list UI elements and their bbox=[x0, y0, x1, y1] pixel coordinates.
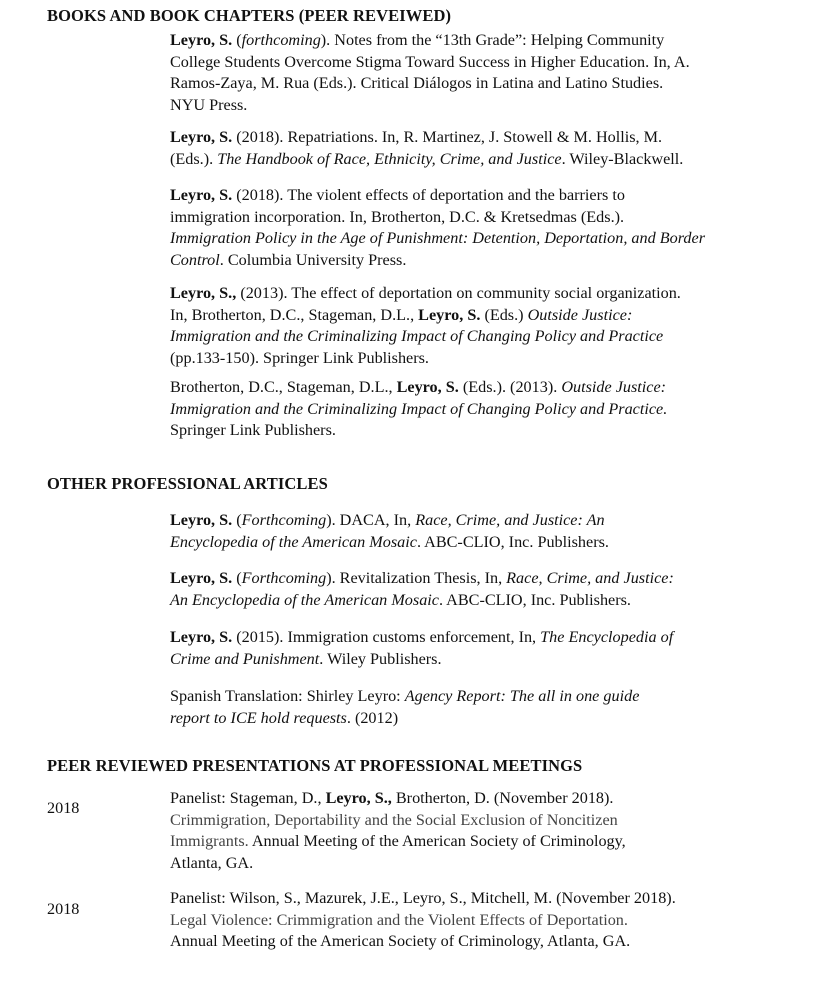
article-entry-4 bbox=[170, 686, 810, 729]
text: Ramos-Zaya, M. Rua (Eds.). Critical Diálogos in Latina and Latino Studies. bbox=[170, 74, 664, 93]
text: (Eds.). (2013). bbox=[458, 378, 562, 396]
text: (2018). Repatriations. In, R. Martinez, J. Stowell & M. Hollis, M. bbox=[232, 128, 663, 146]
title-italic: Immigration and the Criminalizing Impact of Changing Policy and Practice bbox=[170, 327, 664, 346]
book-entry-5 bbox=[170, 377, 810, 442]
presentation-year: 2018 bbox=[47, 900, 80, 918]
text: . Columbia University Press. bbox=[219, 250, 407, 269]
text: ). Revitalization Thesis, In, bbox=[326, 569, 507, 587]
author-name: Leyro, S. bbox=[170, 186, 233, 204]
text: Panelist: Wilson, S., Mazurek, J.E., Leyro, S., Mitchell, M. (November 2018). bbox=[170, 889, 676, 907]
book-entry-1 bbox=[170, 30, 810, 116]
text: (2018). The violent effects of deportation and the barriers to bbox=[232, 186, 625, 204]
article-entry-2 bbox=[170, 568, 810, 611]
title-italic: Outside Justice: bbox=[561, 378, 667, 396]
title-italic: Immigration Policy in the Age of Punishment: Detention, Deportation, and Border bbox=[170, 229, 706, 248]
author-name: Leyro, S., bbox=[170, 284, 237, 302]
status-italic: Forthcoming bbox=[241, 511, 327, 529]
status-italic: forthcoming bbox=[241, 31, 321, 49]
status-italic: Forthcoming bbox=[241, 569, 327, 587]
text: Springer Link Publishers. bbox=[170, 421, 336, 440]
author-name: Leyro, S. bbox=[170, 128, 233, 146]
text: (Eds.) bbox=[480, 305, 528, 324]
text: . Wiley-Blackwell. bbox=[561, 149, 684, 168]
text: Annual Meeting of the American Society of Criminology, bbox=[248, 832, 626, 851]
title-italic: An Encyclopedia of the American Mosaic bbox=[170, 590, 439, 609]
title-italic: Race, Crime, and Justice: An bbox=[415, 511, 605, 529]
text: . ABC-CLIO, Inc. Publishers. bbox=[438, 590, 631, 609]
presentation-title: Legal Violence: Crimmigration and the Violent Effects of Deportation. bbox=[170, 910, 628, 929]
text: (2013). The effect of deportation on community social organization. bbox=[236, 284, 681, 302]
title-italic: Crime and Punishment bbox=[170, 649, 320, 668]
text: Panelist: Stageman, D., bbox=[170, 789, 326, 807]
article-entry-3 bbox=[170, 627, 810, 670]
title-italic: Outside Justice: bbox=[527, 305, 633, 324]
article-entry-1 bbox=[170, 510, 810, 553]
title-italic: Agency Report: The all in one guide bbox=[404, 687, 640, 705]
text: . (2012) bbox=[346, 708, 399, 727]
presentation-title: Immigrants. bbox=[170, 832, 249, 851]
text: Brotherton, D.C., Stageman, D.L., bbox=[170, 378, 397, 396]
title-italic: The Encyclopedia of bbox=[540, 628, 674, 646]
section-heading-presentations: PEER REVIEWED PRESENTATIONS AT PROFESSIONAL MEETINGS bbox=[47, 756, 583, 775]
text: ( bbox=[232, 31, 242, 49]
text: ( bbox=[232, 511, 242, 529]
title-italic: report to ICE hold requests bbox=[170, 708, 347, 727]
text: Spanish Translation: Shirley Leyro: bbox=[170, 687, 405, 705]
book-entry-2 bbox=[170, 127, 810, 170]
text: NYU Press. bbox=[170, 95, 248, 114]
text: Brotherton, D. (November 2018). bbox=[391, 789, 614, 807]
text: Atlanta, GA. bbox=[170, 853, 254, 872]
text: . ABC-CLIO, Inc. Publishers. bbox=[416, 532, 609, 551]
text: Annual Meeting of the American Society of Criminology, Atlanta, GA. bbox=[170, 932, 631, 951]
title-italic: Race, Crime, and Justice: bbox=[506, 569, 674, 587]
author-name: Leyro, S. bbox=[170, 569, 233, 587]
text: (pp.133-150). Springer Link Publishers. bbox=[170, 348, 429, 367]
text: (Eds.). bbox=[170, 149, 218, 168]
text: ). Notes from the “13th Grade”: Helping Community bbox=[320, 31, 665, 49]
presentation-year: 2018 bbox=[47, 799, 80, 817]
author-name: Leyro, S. bbox=[170, 511, 233, 529]
author-name: Leyro, S. bbox=[170, 31, 233, 49]
text: (2015). Immigration customs enforcement, In, bbox=[232, 628, 541, 646]
text: In, Brotherton, D.C., Stageman, D.L., bbox=[170, 305, 419, 324]
author-name: Leyro, S. bbox=[418, 305, 481, 324]
text: . Wiley Publishers. bbox=[319, 649, 442, 668]
presentation-title: Crimmigration, Deportability and the Social Exclusion of Noncitizen bbox=[170, 810, 618, 829]
title-italic: Immigration and the Criminalizing Impact of Changing Policy and Practice. bbox=[170, 399, 668, 418]
author-name: Leyro, S. bbox=[396, 378, 459, 396]
author-name: Leyro, S., bbox=[325, 789, 392, 807]
text: immigration incorporation. In, Brotherton, D.C. & Kretsedmas (Eds.). bbox=[170, 207, 625, 226]
title-italic: The Handbook of Race, Ethnicity, Crime, and Justice bbox=[217, 149, 562, 168]
presentation-entry-1 bbox=[170, 788, 810, 874]
author-name: Leyro, S. bbox=[170, 628, 233, 646]
presentation-entry-2 bbox=[170, 888, 810, 953]
text: College Students Overcome Stigma Toward Success in Higher Education. In, A. bbox=[170, 52, 690, 71]
section-heading-books: BOOKS AND BOOK CHAPTERS (PEER REVEIWED) bbox=[47, 6, 452, 25]
section-heading-other-articles: OTHER PROFESSIONAL ARTICLES bbox=[47, 474, 328, 493]
book-entry-3 bbox=[170, 185, 810, 271]
title-italic: Encyclopedia of the American Mosaic bbox=[170, 532, 417, 551]
title-italic: Control bbox=[170, 250, 220, 269]
text: ). DACA, In, bbox=[326, 511, 416, 529]
book-entry-4 bbox=[170, 283, 810, 369]
text: ( bbox=[232, 569, 242, 587]
